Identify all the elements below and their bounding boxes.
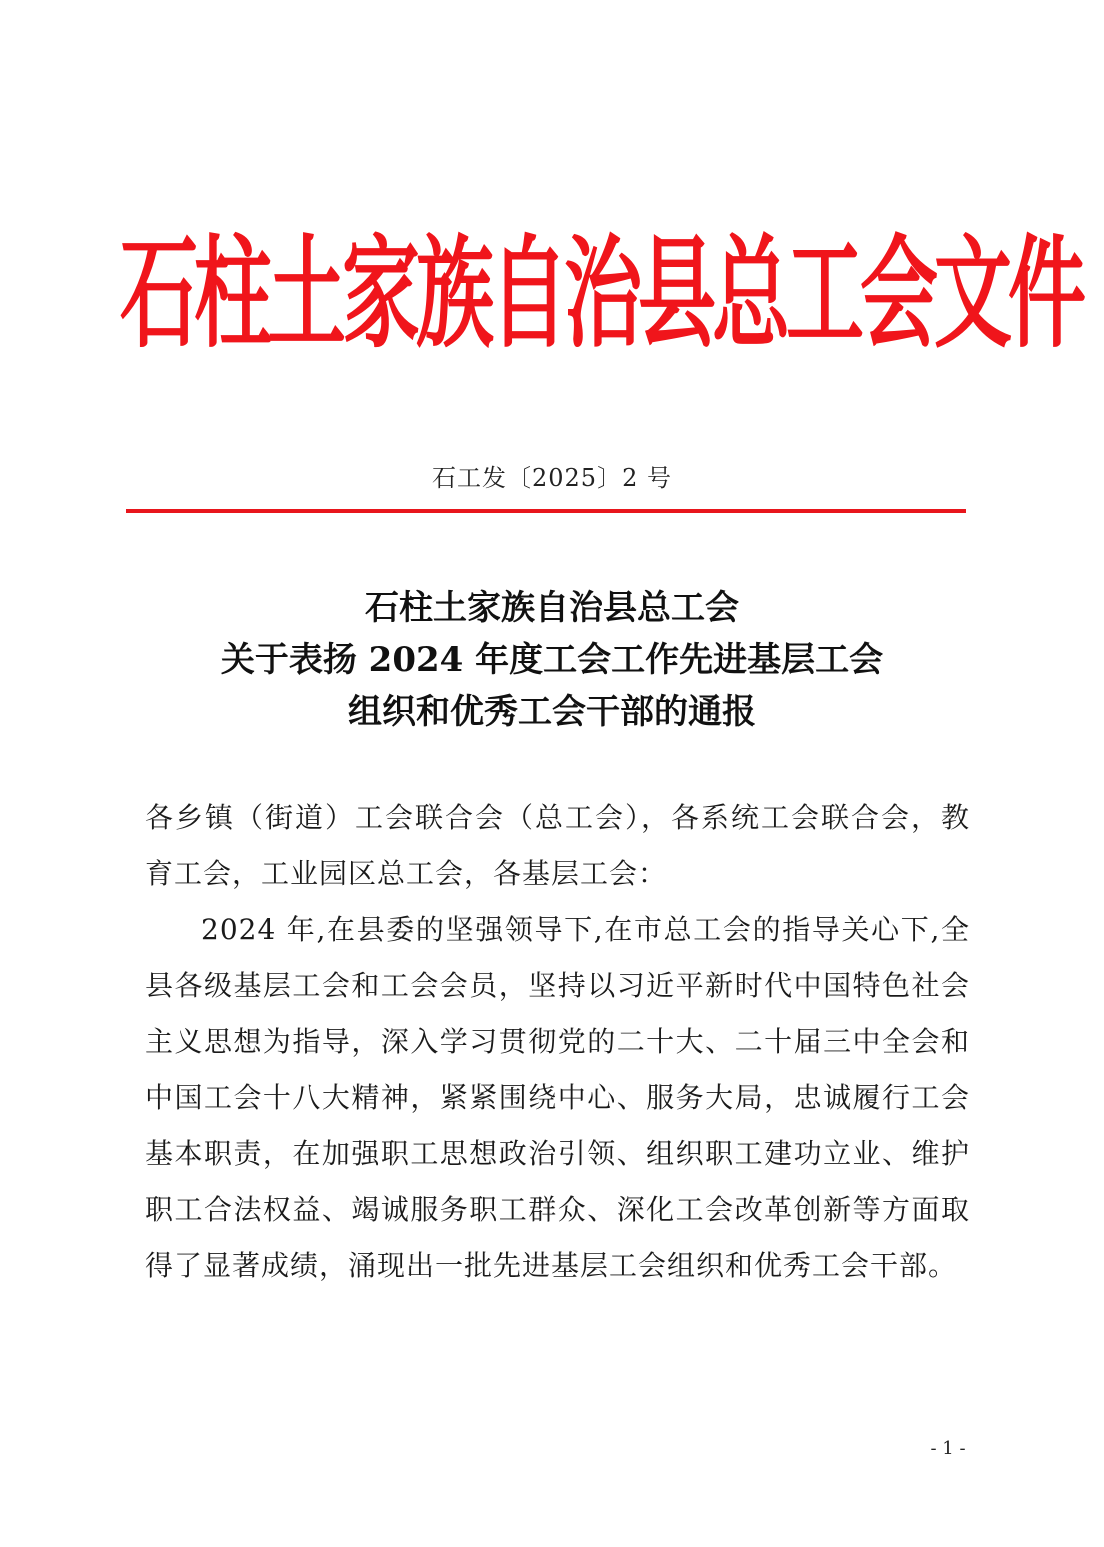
document-body	[145, 790, 970, 1294]
masthead-text: 石柱土家族自治县总工会文件	[120, 225, 1083, 365]
title-line-2: 关于表扬 2024 年度工会工作先进基层工会	[220, 640, 884, 680]
title-line-1: 石柱土家族自治县总工会	[365, 588, 739, 628]
salutation: 各乡镇（街道）工会联合会（总工会），各系统工会联合会，教育工会，工业园区总工会，各基层工会：	[145, 801, 970, 890]
document-title	[100, 582, 1004, 738]
title-line-3: 组织和优秀工会干部的通报	[348, 692, 756, 732]
red-divider-line	[126, 509, 966, 513]
body-paragraph-1: 2024 年,在县委的坚强领导下,在市总工会的指导关心下,全县各级基层工会和工会会员，坚持以习近平新时代中国特色社会主义思想为指导，深入学习贯彻党的二十大、二十届三中全会和中国工会十八大精神，紧紧围绕中心、服务大局，忠诚履行工会基本职责，在加强职工思想政治引领、组织职工建功立业、维护职工合法权益、竭诚服务职工群众、深化工会改革创新等方面取得了显著成绩，涌现出一批先进基层工会组织和优秀工会干部。	[145, 913, 970, 1282]
document-number: 石工发〔2025〕2 号	[432, 464, 672, 492]
document-masthead	[120, 215, 1083, 375]
page-number: - 1 -	[930, 1438, 966, 1459]
